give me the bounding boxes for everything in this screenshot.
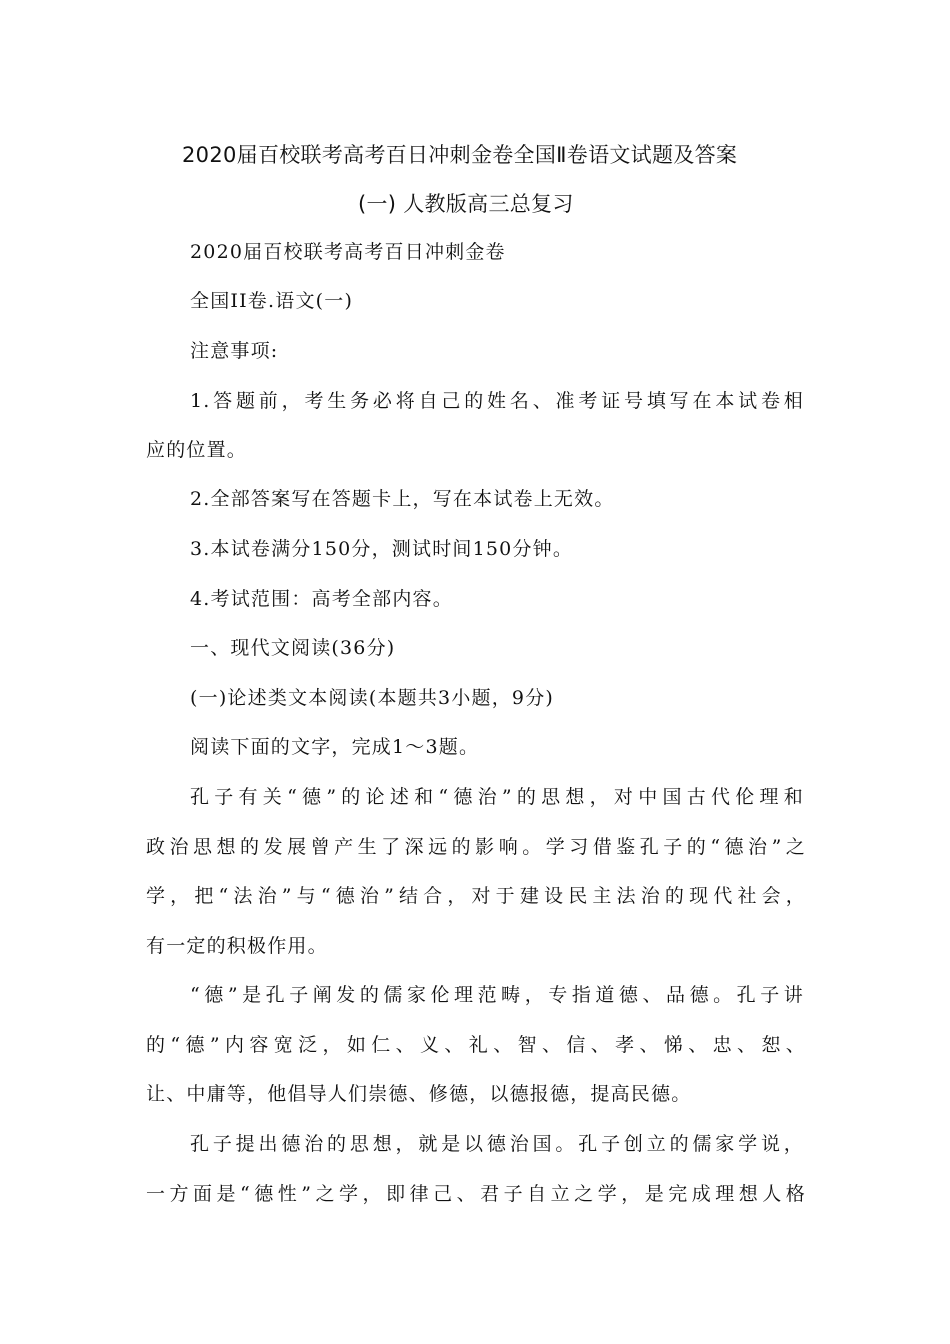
section-heading: 一、现代文阅读(36分) (190, 637, 396, 659)
paragraph-1-line-3: 学，把“法治”与“德治”结合，对于建设民主法治的现代社会， (146, 885, 806, 907)
notice-item-1-line-2: 应的位置。 (146, 439, 248, 461)
notice-item-2: 2.全部答案写在答题卡上，写在本试卷上无效。 (190, 488, 615, 510)
notice-item-3: 3.本试卷满分150分，测试时间150分钟。 (190, 538, 574, 560)
subsection-heading: (一)论述类文本阅读(本题共3小题，9分) (190, 687, 555, 709)
paragraph-3-line-2: 一方面是“德性”之学，即律己、君子自立之学，是完成理想人格 (146, 1183, 806, 1205)
exam-heading: 2020届百校联考高考百日冲刺金卷 (190, 241, 506, 263)
paragraph-1-line-4: 有一定的积极作用。 (146, 935, 328, 957)
notice-label: 注意事项: (190, 340, 279, 362)
paragraph-1-line-1: 孔子有关“德”的论述和“德治”的思想，对中国古代伦理和 (190, 786, 804, 808)
notice-item-1-line-1: 1.答题前，考生务必将自己的姓名、准考证号填写在本试卷相 (190, 390, 804, 412)
paragraph-2-line-3: 让、中庸等，他倡导人们崇德、修德，以德报德，提高民德。 (146, 1083, 692, 1105)
paragraph-2-line-2: 的“德”内容宽泛，如仁、义、礼、智、信、孝、悌、忠、恕、 (146, 1034, 806, 1056)
exam-subject: 全国II卷.语文(一) (190, 290, 354, 312)
document-title-line-1: 2020届百校联考高考百日冲刺金卷全国Ⅱ卷语文试题及答案 (182, 143, 738, 167)
paragraph-3-line-1: 孔子提出德治的思想，就是以德治国。孔子创立的儒家学说， (190, 1133, 804, 1155)
paragraph-1-line-2: 政治思想的发展曾产生了深远的影响。学习借鉴孔子的“德治”之 (146, 836, 806, 858)
notice-item-4: 4.考试范围：高考全部内容。 (190, 588, 453, 610)
paragraph-2-line-1: “德”是孔子阐发的儒家伦理范畴，专指道德、品德。孔子讲 (190, 984, 804, 1006)
reading-instruction: 阅读下面的文字，完成1～3题。 (190, 736, 480, 758)
document-title-line-2: (一) 人教版高三总复习 (358, 192, 574, 216)
